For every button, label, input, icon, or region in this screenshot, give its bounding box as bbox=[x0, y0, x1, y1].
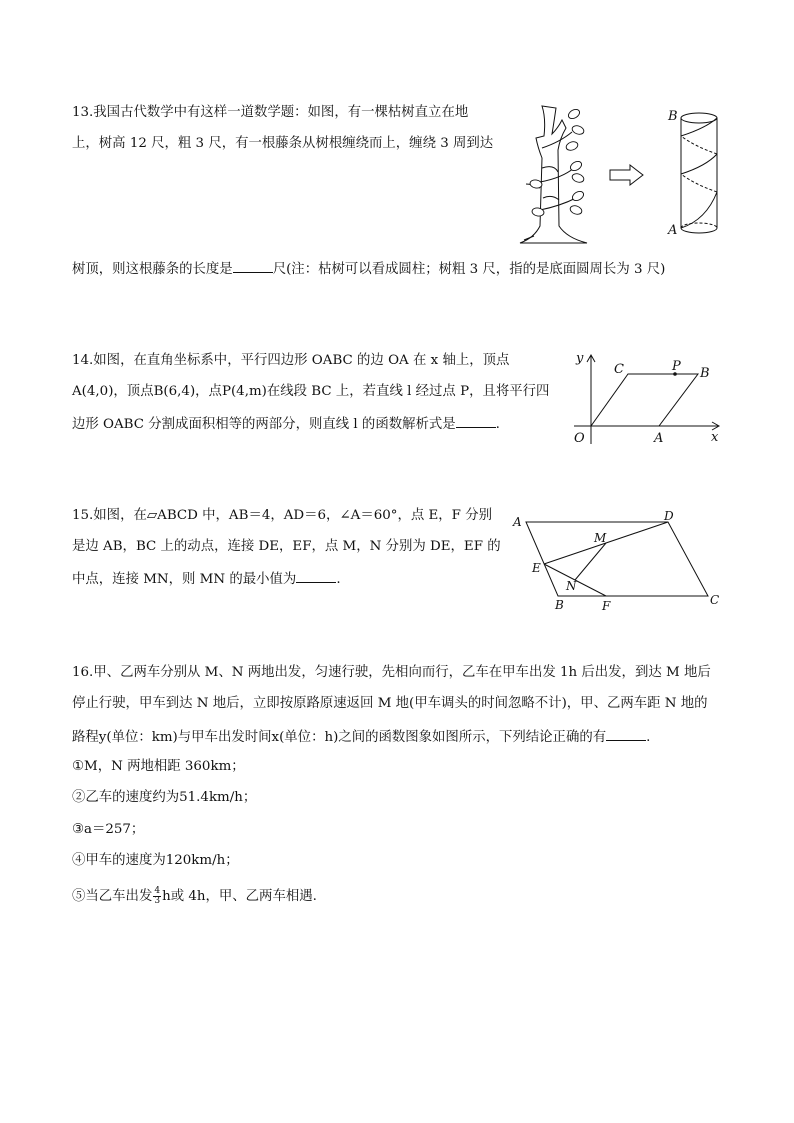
q15-line-2: 是边 AB，BC 上的动点，连接 DE，EF，点 M，N 分别为 DE，EF 的 bbox=[72, 539, 501, 554]
q14-line-2: A(4,0)，顶点B(6,4)，点P(4,m)在线段 BC 上，若直线 l 经过点 P，且将平行四 bbox=[72, 384, 550, 399]
q14-text-after-blank: . bbox=[495, 417, 500, 432]
q14-label-a: A bbox=[654, 431, 664, 446]
q13-text-before-blank: 树顶，则这根藤条的长度是 bbox=[72, 262, 233, 277]
q16-option-3: ③a＝257； bbox=[72, 822, 145, 837]
q15-line-1: 15.如图，在▱ABCD 中，AB＝4，AD＝6，∠A＝60°，点 E，F 分别 bbox=[72, 508, 492, 523]
q16-line-2: 停止行驶，甲车到达 N 地后，立即按原路原速返回 M 地(甲车调头的时间忽略不计)，甲、乙两车距 N 地的 bbox=[72, 696, 708, 711]
fraction-numerator: 4 bbox=[154, 886, 161, 896]
q15-label-m: M bbox=[594, 531, 607, 545]
q15-parallelogram-figure bbox=[508, 508, 728, 614]
parallelogram-oabc bbox=[591, 374, 698, 426]
q14-coordinate-figure bbox=[568, 346, 728, 448]
q16-text-after-blank: . bbox=[646, 730, 651, 745]
q15-label-d: D bbox=[664, 509, 674, 523]
q14-text-before-blank: 边形 OABC 分割成面积相等的两部分，则直线 l 的函数解析式是 bbox=[72, 417, 456, 432]
parallelogram-abcd bbox=[526, 522, 708, 596]
q15-answer-blank[interactable] bbox=[296, 569, 336, 583]
q14-line-3 bbox=[72, 414, 500, 434]
q16-option-5 bbox=[72, 887, 317, 906]
q13-label-a: A bbox=[668, 223, 678, 238]
q15-label-n: N bbox=[566, 579, 577, 593]
q14-label-b: B bbox=[700, 366, 710, 381]
q14-label-y: y bbox=[576, 351, 584, 366]
q13-line-3 bbox=[72, 259, 665, 279]
q16-text-before-blank: 路程y(单位：km)与甲车出发时间x(单位：h)之间的函数图象如图所示，下列结论正确的有 bbox=[72, 730, 607, 745]
q13-line-2: 上，树高 12 尺，粗 3 尺，有一根藤条从树根缠绕而上，缠绕 3 周到达 bbox=[72, 136, 494, 151]
q15-label-a: A bbox=[513, 515, 522, 529]
fraction-four-thirds bbox=[153, 887, 161, 906]
fraction-denominator: 3 bbox=[154, 896, 161, 906]
q13-cylinder-figure bbox=[666, 104, 726, 240]
q16-option-4: ④甲车的速度为120km/h； bbox=[72, 853, 239, 868]
q15-label-e: E bbox=[532, 561, 541, 575]
q13-text-after-blank: 尺(注：枯树可以看成圆柱；树粗 3 尺，指的是底面圆周长为 3 尺) bbox=[272, 262, 666, 277]
q13-label-b: B bbox=[668, 109, 678, 124]
q16-answer-blank[interactable] bbox=[606, 727, 646, 741]
q15-text-after-blank: . bbox=[336, 572, 341, 587]
q14-label-x: x bbox=[711, 430, 719, 445]
q15-label-f: F bbox=[602, 599, 611, 613]
q13-answer-blank[interactable] bbox=[233, 259, 273, 273]
q15-line-3 bbox=[72, 569, 341, 589]
q15-label-c: C bbox=[710, 593, 720, 607]
q13-tree-figure bbox=[512, 98, 602, 248]
q13-line-1: 13.我国古代数学中有这样一道数学题：如图，有一棵枯树直立在地 bbox=[72, 105, 469, 120]
q16-line-3 bbox=[72, 727, 650, 747]
q14-line-1: 14.如图，在直角坐标系中，平行四边形 OABC 的边 OA 在 x 轴上，顶点 bbox=[72, 353, 510, 368]
q16-option-5-prefix: ⑤当乙车出发 bbox=[72, 889, 153, 904]
q14-label-o: O bbox=[574, 431, 585, 446]
q14-answer-blank[interactable] bbox=[456, 414, 496, 428]
q16-option-5-suffix: h或 4h，甲、乙两车相遇. bbox=[162, 889, 317, 904]
q14-label-c: C bbox=[614, 362, 624, 377]
q15-text-before-blank: 中点，连接 MN，则 MN 的最小值为 bbox=[72, 572, 297, 587]
q16-line-1: 16.甲、乙两车分别从 M、N 两地出发，匀速行驶，先相向而行，乙车在甲车出发 1h 后出发，到达 M 地后 bbox=[72, 665, 711, 680]
q16-option-1: ①M，N 两地相距 360km； bbox=[72, 759, 245, 774]
q16-option-2: ②乙车的速度约为51.4km/h； bbox=[72, 790, 257, 805]
q14-label-p: P bbox=[672, 359, 681, 374]
q13-arrow-icon bbox=[608, 164, 646, 186]
q15-label-b: B bbox=[555, 598, 564, 612]
